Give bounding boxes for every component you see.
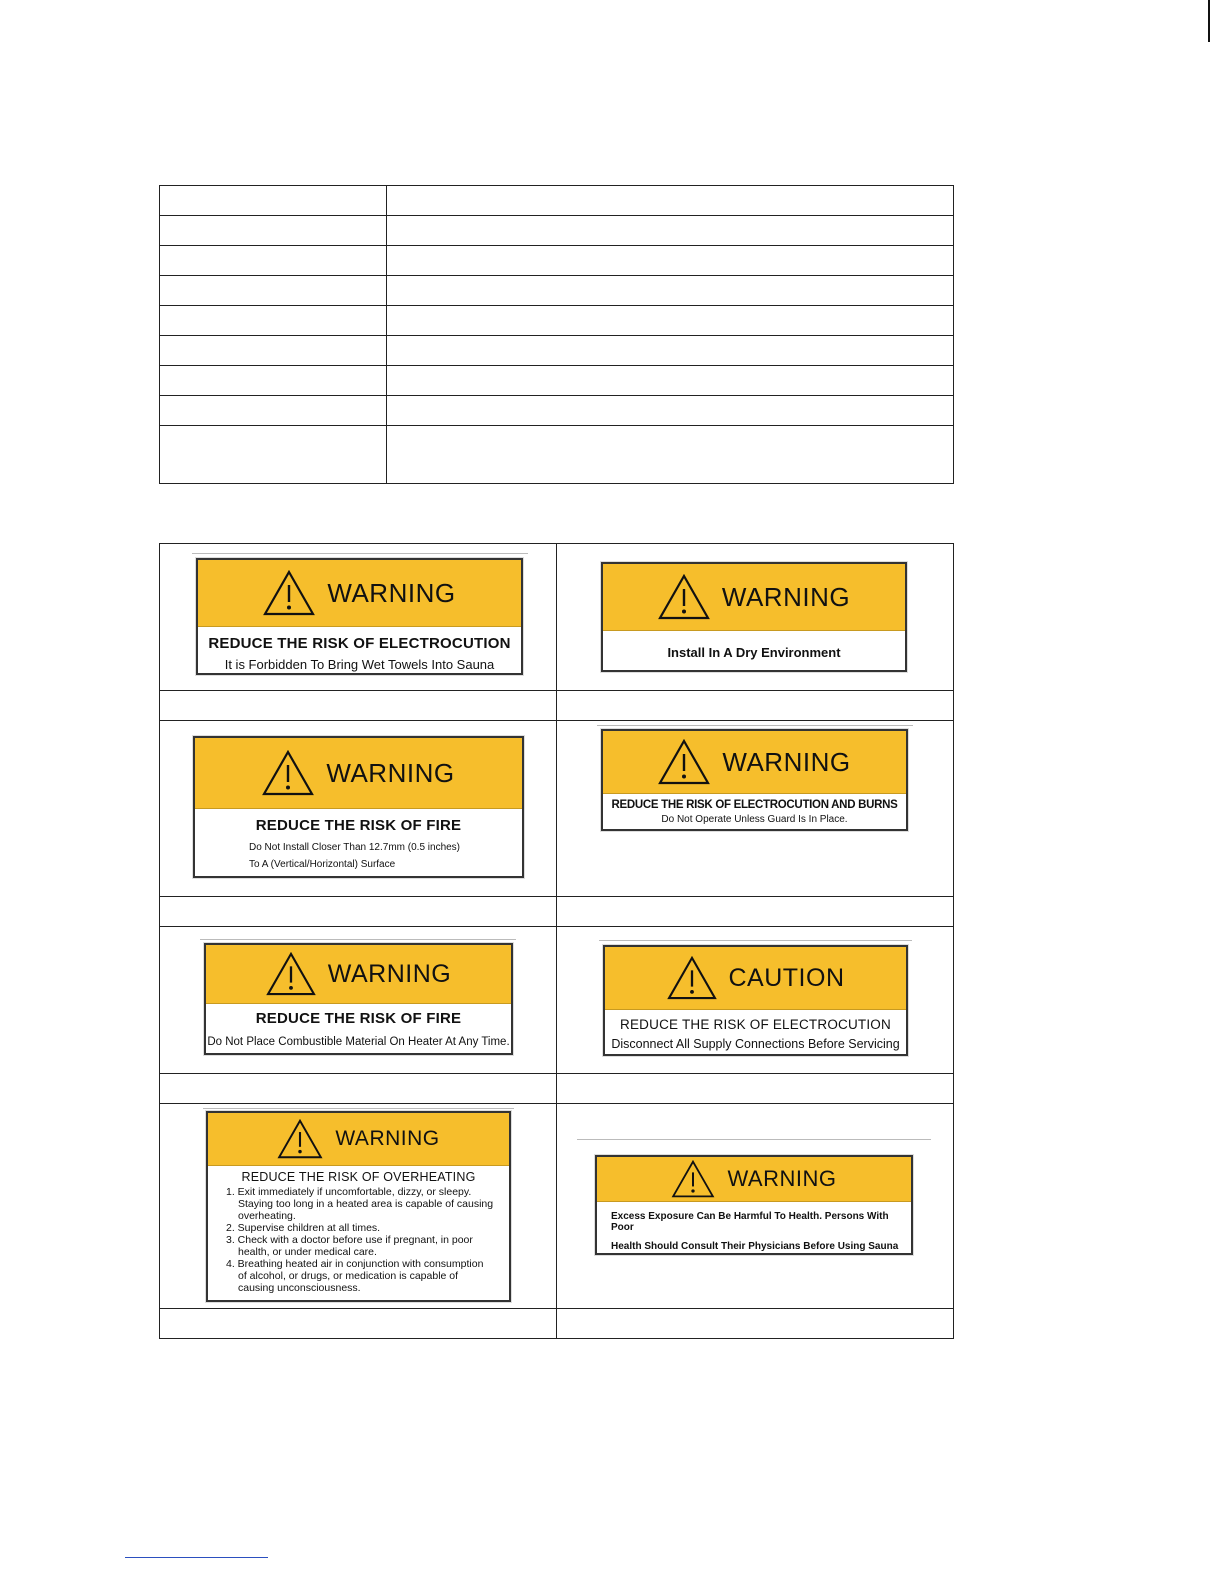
label-title: REDUCE THE RISK OF ELECTROCUTION AND BURNS <box>611 799 898 811</box>
warning-triangle-icon <box>263 570 315 616</box>
label-cell <box>160 721 557 897</box>
table-cell <box>160 336 387 366</box>
table-cell <box>387 246 954 276</box>
label-cell <box>557 1104 954 1309</box>
caption-cell <box>557 1309 954 1339</box>
label-cell <box>160 1104 557 1309</box>
label-text: Excess Exposure Can Be Harmful To Health. Persons With Poor <box>611 1211 889 1233</box>
label-text: Do Not Install Closer Than 12.7mm (0.5 inches) <box>249 842 461 853</box>
table-row <box>160 216 954 246</box>
warning-triangle-icon <box>671 1160 715 1198</box>
table-row <box>160 366 954 396</box>
label-row <box>160 927 954 1074</box>
warning-label-grid <box>159 543 954 1339</box>
label-title: REDUCE THE RISK OF FIRE <box>255 1010 462 1027</box>
label-cell <box>160 927 557 1074</box>
warning-label-wet-towels <box>196 558 523 675</box>
table-cell <box>160 246 387 276</box>
label-row <box>160 721 954 897</box>
label-cell <box>160 544 557 691</box>
warning-label-combustible <box>204 943 513 1055</box>
label-text: Disconnect All Supply Connections Before Servicing <box>611 1037 900 1051</box>
warning-triangle-icon <box>266 952 316 996</box>
label-cell <box>557 927 954 1074</box>
table-cell <box>160 216 387 246</box>
label-header: CAUTION <box>728 963 845 992</box>
table-cell <box>160 276 387 306</box>
warning-triangle-icon <box>262 750 314 796</box>
label-text: Do Not Place Combustible Material On Heater At Any Time. <box>207 1036 510 1048</box>
label-text: To A (Vertical/Horizontal) Surface <box>249 859 396 870</box>
table-cell <box>387 426 954 484</box>
warning-triangle-icon <box>658 739 710 785</box>
caption-row <box>160 897 954 927</box>
table-row <box>160 276 954 306</box>
table-cell <box>387 216 954 246</box>
caption-cell <box>160 1074 557 1104</box>
warning-label-dry-environment <box>601 562 907 672</box>
warning-triangle-icon <box>277 1119 323 1159</box>
label-row <box>160 544 954 691</box>
warning-label-overheating <box>206 1111 511 1302</box>
label-header: WARNING <box>722 746 851 777</box>
label-cell <box>557 544 954 691</box>
table-row <box>160 396 954 426</box>
caption-cell <box>160 1309 557 1339</box>
table-cell <box>387 306 954 336</box>
footer-link-underline <box>125 1557 268 1558</box>
caption-cell <box>160 897 557 927</box>
label-header: WARNING <box>335 1127 440 1150</box>
table-row <box>160 426 954 484</box>
label-header: WARNING <box>727 1166 837 1191</box>
table-cell <box>387 366 954 396</box>
table-cell <box>160 426 387 484</box>
label-title: REDUCE THE RISK OF ELECTROCUTION <box>208 635 511 652</box>
label-row <box>160 1104 954 1309</box>
warning-triangle-icon <box>667 956 717 1000</box>
table-row <box>160 246 954 276</box>
table-cell <box>387 186 954 216</box>
table-row <box>160 186 954 216</box>
list-item: 2. Supervise children at all times. <box>226 1222 381 1234</box>
label-header: WARNING <box>721 581 851 612</box>
table-row <box>160 306 954 336</box>
page-edge-mark <box>1208 0 1210 42</box>
list-item: 1. Exit immediately if uncomfortable, dizzy, or sleepy. Staying too long in a heated area is capable of causing overheating. <box>226 1186 494 1222</box>
label-header: WARNING <box>327 959 452 988</box>
list-item: 4. Breathing heated air in conjunction with consumption of alcohol, or drugs, or medication is capable of causing unconsciousness. <box>226 1258 484 1294</box>
caption-cell <box>160 691 557 721</box>
table-cell <box>387 396 954 426</box>
caption-row <box>160 1074 954 1104</box>
warning-label-excess-exposure <box>595 1155 913 1255</box>
caption-row <box>160 691 954 721</box>
table-cell <box>160 306 387 336</box>
table-row <box>160 336 954 366</box>
label-text: Do Not Operate Unless Guard Is In Place. <box>661 814 848 825</box>
caution-label-servicing <box>603 945 908 1056</box>
table-cell <box>160 396 387 426</box>
overheating-list <box>208 1186 509 1294</box>
list-item: 3. Check with a doctor before use if pregnant, in poor health, or under medical care. <box>226 1234 473 1258</box>
label-title: REDUCE THE RISK OF FIRE <box>255 817 462 834</box>
table-cell <box>160 186 387 216</box>
label-text: It is Forbidden To Bring Wet Towels Into Sauna <box>224 657 495 672</box>
table-cell <box>387 336 954 366</box>
label-cell <box>557 721 954 897</box>
label-title: REDUCE THE RISK OF OVERHEATING <box>241 1170 476 1184</box>
warning-label-fire-clearance <box>193 736 524 878</box>
label-header: WARNING <box>327 577 456 608</box>
label-title: REDUCE THE RISK OF ELECTROCUTION <box>620 1017 891 1032</box>
warning-triangle-icon <box>658 574 710 620</box>
table-cell <box>387 276 954 306</box>
label-text: Health Should Consult Their Physicians Before Using Sauna <box>611 1241 899 1252</box>
spec-table <box>159 185 954 484</box>
table-cell <box>160 366 387 396</box>
caption-cell <box>557 897 954 927</box>
label-text: Install In A Dry Environment <box>667 645 841 660</box>
caption-row <box>160 1309 954 1339</box>
label-header: WARNING <box>326 757 455 788</box>
caption-cell <box>557 691 954 721</box>
warning-label-guard <box>601 729 908 831</box>
caption-cell <box>557 1074 954 1104</box>
